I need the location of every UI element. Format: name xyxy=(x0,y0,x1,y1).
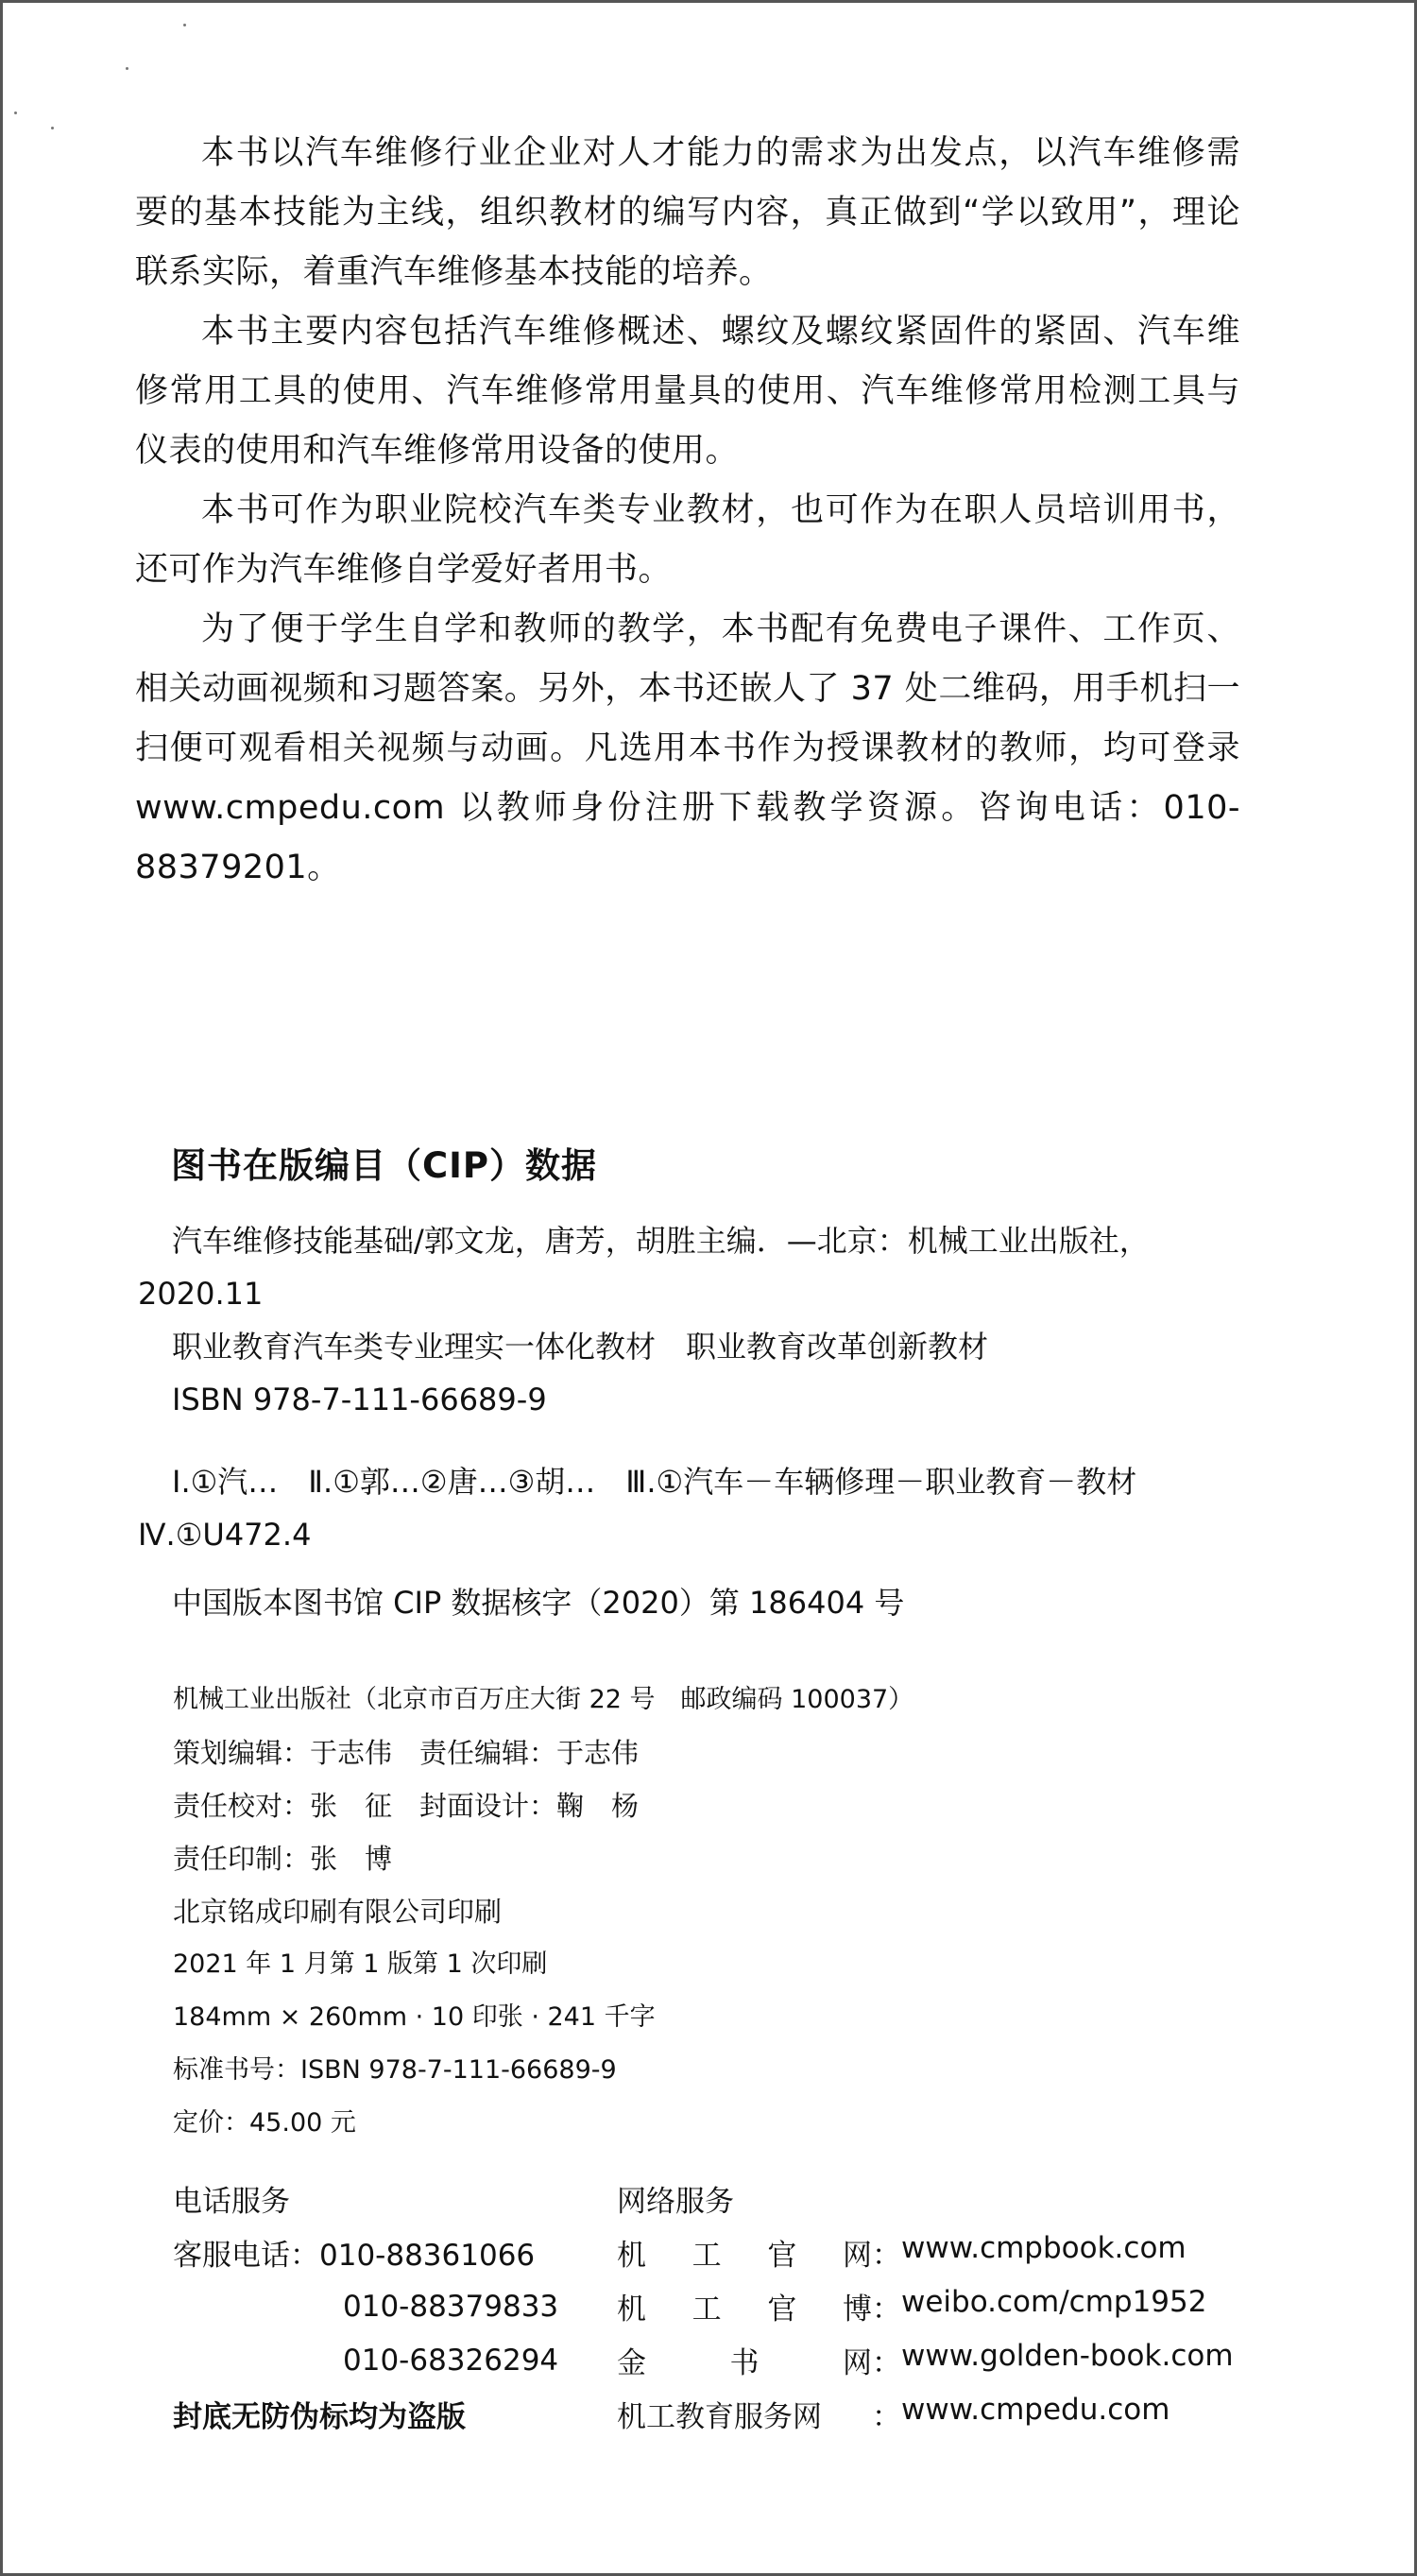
publisher-address: 机械工业出版社（北京市百万庄大街 22 号 邮政编码 100037） xyxy=(173,1685,914,1714)
web-url: www.cmpbook.com xyxy=(901,2231,1187,2265)
web-label: 机工教育服务网 xyxy=(617,2400,822,2434)
proofreading-design: 责任校对：张 征 封面设计：鞠 杨 xyxy=(173,1790,640,1822)
service-row xyxy=(173,2387,1240,2441)
web-service-heading: 网络服务 xyxy=(617,2185,734,2219)
service-row xyxy=(173,2225,1240,2279)
description-paragraph: 本书可作为职业院校汽车类专业教材，也可作为在职人员培训用书，还可作为汽车维修自学爱好者用书。 xyxy=(135,491,1240,589)
phone-cell xyxy=(173,2290,617,2324)
web-url: www.cmpedu.com xyxy=(901,2393,1170,2427)
format: 184mm × 260mm · 10 印张 · 241 千字 xyxy=(173,2002,656,2032)
price: 定价：45.00 元 xyxy=(173,2108,356,2138)
phone-number: 010-88361066 xyxy=(319,2239,536,2273)
printing-supervisor: 责任印制：张 博 xyxy=(173,1843,393,1875)
standard-number: 标准书号：ISBN 978-7-111-66689-9 xyxy=(173,2055,617,2085)
service-row xyxy=(173,2279,1240,2333)
web-cell: 机工教育服务网 ： www.cmpedu.com xyxy=(617,2393,1170,2434)
cip-series: 职业教育汽车类专业理实一体化教材 职业教育改革创新教材 xyxy=(172,1329,989,1365)
cip-classification-block xyxy=(138,1455,1168,1561)
description-paragraph: 为了便于学生自学和教师的教学，本书配有免费电子课件、工作页、相关动画视频和习题答案。另外，本书还嵌人了 37 处二维码，用手机扫一扫便可观看相关视频与动画。凡选用本书作为授课教材的教师，均可登录 www.cmpedu.com 以教师身份注册下载教学资源。咨询电话：010-88379201。 xyxy=(135,610,1240,886)
web-url: www.golden-book.com xyxy=(901,2339,1234,2373)
edition: 2021 年 1 月第 1 版第 1 次印刷 xyxy=(173,1949,548,1979)
phone-number: 010-88379833 xyxy=(343,2289,559,2324)
cip-record xyxy=(138,1214,1168,1426)
editors: 策划编辑：于志伟 责任编辑：于志伟 xyxy=(173,1737,640,1769)
phone-label: 客服电话： xyxy=(173,2239,319,2273)
phone-cell xyxy=(173,2344,617,2378)
cip-classification: Ⅰ.①汽… Ⅱ.①郭…②唐…③胡… Ⅲ.①汽车－车辆修理－职业教育－教材 Ⅳ.①U472.4 xyxy=(138,1464,1168,1553)
scan-speck xyxy=(183,24,186,26)
services-heading-row xyxy=(173,2172,1240,2225)
services-block xyxy=(173,2172,1240,2441)
scan-speck xyxy=(14,112,17,114)
publication-info xyxy=(173,1674,913,2150)
book-description xyxy=(135,124,1240,898)
service-row xyxy=(173,2333,1240,2387)
description-paragraph: 本书主要内容包括汽车维修概述、螺纹及螺纹紧固件的紧固、汽车维修常用工具的使用、汽车维修常用量具的使用、汽车维修常用检测工具与仪表的使用和汽车维修常用设备的使用。 xyxy=(135,313,1240,470)
cip-heading: 图书在版编目（CIP）数据 xyxy=(171,1145,598,1186)
phone-cell xyxy=(173,2231,617,2274)
description-paragraph: 本书以汽车维修行业企业对人才能力的需求为出发点，以汽车维修需要的基本技能为主线，组织教材的编写内容，真正做到“学以致用”，理论联系实际，着重汽车维修基本技能的培养。 xyxy=(135,134,1240,291)
cip-approval: 中国版本图书馆 CIP 数据核字（2020）第 186404 号 xyxy=(172,1585,905,1621)
web-url: weibo.com/cmp1952 xyxy=(901,2285,1207,2319)
web-cell: 机 工 官 网 ： www.cmpbook.com xyxy=(617,2231,1187,2273)
web-label: 机 工 官 博 xyxy=(617,2293,872,2327)
web-label: 机 工 官 网 xyxy=(617,2239,872,2273)
printer: 北京铭成印刷有限公司印刷 xyxy=(173,1896,503,1928)
phone-service-heading: 电话服务 xyxy=(173,2185,290,2219)
anti-piracy-notice: 封底无防伪标均为盗版 xyxy=(173,2400,466,2434)
web-cell: 机 工 官 博 ： weibo.com/cmp1952 xyxy=(617,2285,1207,2327)
cip-isbn: ISBN 978-7-111-66689-9 xyxy=(172,1382,547,1417)
scan-speck xyxy=(51,127,54,129)
web-label: 金 书 网 xyxy=(617,2346,872,2380)
scan-speck xyxy=(126,67,128,70)
web-cell: 金 书 网 ： www.golden-book.com xyxy=(617,2339,1234,2380)
phone-number: 010-68326294 xyxy=(343,2343,559,2378)
cip-entry: 汽车维修技能基础/郭文龙，唐芳，胡胜主编．—北京：机械工业出版社，2020.11 xyxy=(138,1223,1150,1312)
